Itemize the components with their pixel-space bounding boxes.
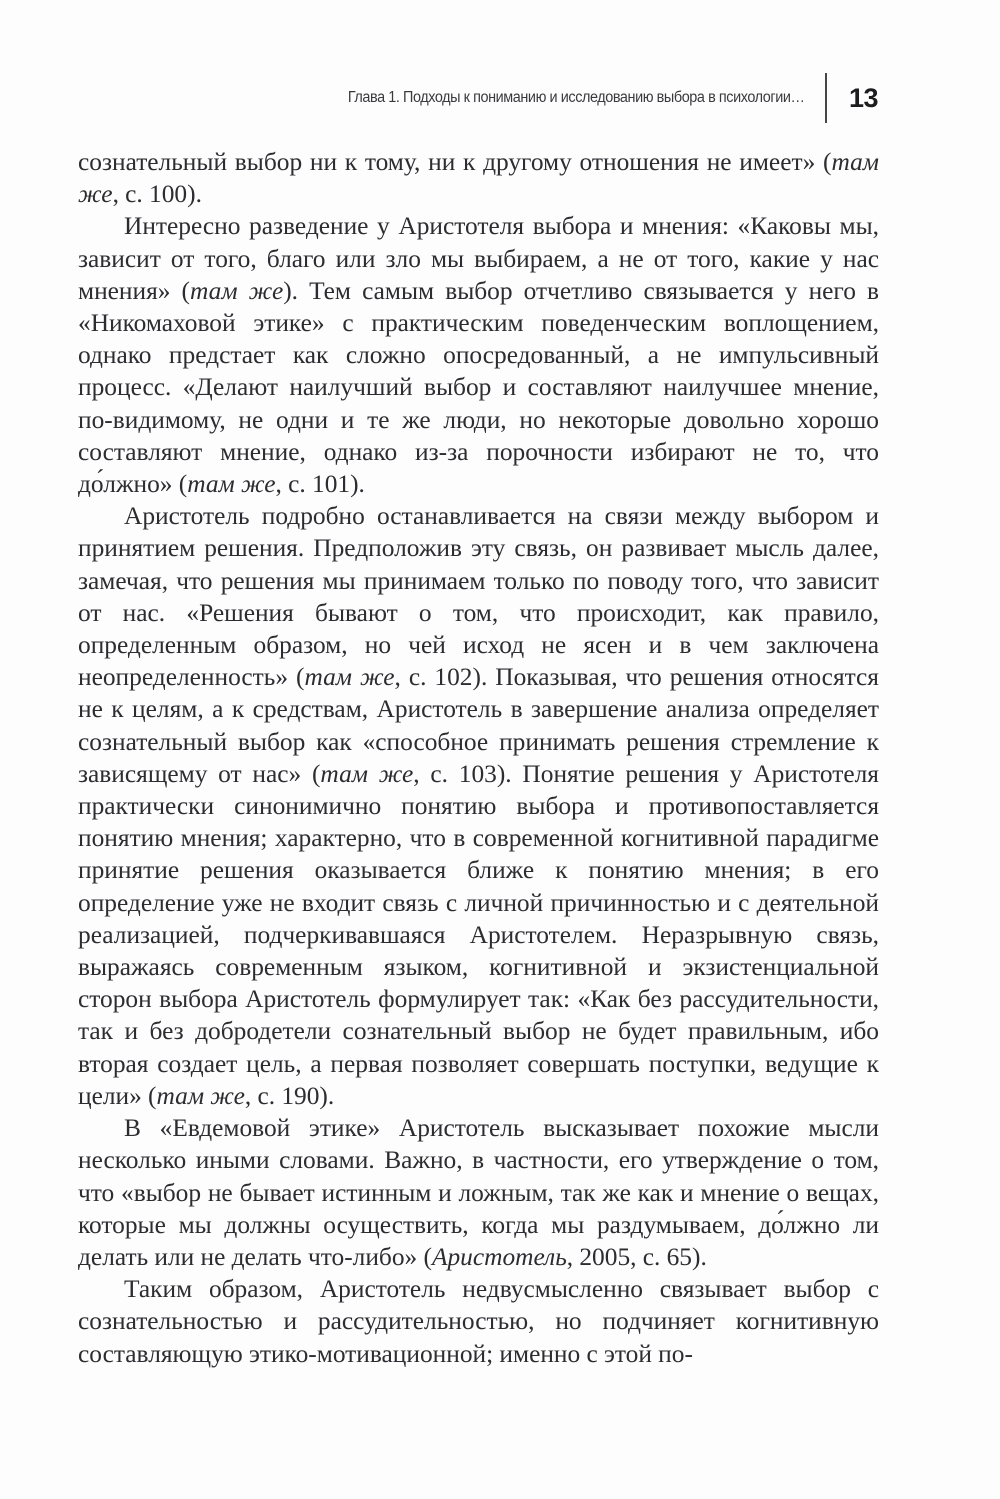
- paragraph: [78, 1112, 879, 1273]
- citation-reference: там же: [190, 276, 284, 305]
- text-run: сознательный выбор ни к тому, ни к другому отношения не имеет» (: [78, 148, 832, 176]
- text-run: Аристотель подробно останавливается на связи между выбором и принятием решения. Предположив эту связь, он развивает мысль далее, замечая, что решения мы принимаем только по поводу того, что зависит от нас. «Решения бывают о том, что происходит, как правило, определенным образом, но чей исход не ясен и в чем заключена неопределенность» (: [78, 502, 879, 692]
- text-run: , с. 102). Показывая, что решения относятся не к целям, а к средствам, Аристотель в завершение анализа определяет сознательный выбор как «способное принимать решения стремление к зависящему от нас» (: [78, 663, 879, 788]
- paragraph: [78, 210, 879, 500]
- text-run: ). Тем самым выбор отчетливо связывается у него в «Никомаховой этике» с практическим поведенческим воплощением, однако предстает как сложно опосредованный, а не импульсивный процесс. «Делают наилучший выбор и составляют наилучшее мнение, по-видимому, не одни и те же люди, но некоторые довольно хорошо составляют мнение, однако из-за порочности избирают не то, что до́лжно» (: [78, 276, 879, 499]
- page-number: 13: [848, 82, 878, 113]
- text-run: , с. 101).: [275, 470, 365, 499]
- running-header: [78, 72, 878, 124]
- paragraph: [78, 146, 879, 210]
- citation-reference: там же: [156, 1081, 245, 1110]
- text-run: Таким образом, Аристотель недвусмысленно связывает выбор с сознательностью и рассудительностью, но подчиняет когнитивную составляющую этико-мотивационной; именно с этой по-: [78, 1275, 879, 1368]
- text-run: , с. 100).: [112, 180, 202, 209]
- text-run: Интересно разведение у Аристотеля выбора и мнения: «Каковы мы, зависит от того, благо или зло мы выбираем, а не от того, какие у нас мнения» (: [78, 212, 879, 305]
- chapter-title: Глава 1. Подходы к пониманию и исследованию выбора в психологии…: [347, 89, 805, 106]
- text-run: , с. 190).: [244, 1081, 335, 1110]
- text-run: , с. 103). Понятие решения у Аристотеля практически синонимично понятию выбора и противопоставляется понятию мнения; характерно, что в современной когнитивной парадигме принятие решения оказывается ближе к понятию мнения; в его определение уже не входит связь с личной причинностью и с деятельной реализацией, подчеркивавшаяся Аристотелем. Неразрывную связь, выражаясь современным языком, когнитивной и экзистенциальной сторон выбора Аристотель формулирует так: «Как без рассудительности, так и без добродетели сознательный выбор не будет правильным, ибо вторая создает цель, а первая позволяет совершать поступки, ведущие к цели» (: [78, 759, 879, 1110]
- text-run: , 2005, с. 65).: [566, 1242, 707, 1271]
- paragraph: [78, 500, 879, 1112]
- citation-reference: там же: [78, 148, 879, 209]
- body-text-block: [78, 146, 879, 1370]
- text-run: В «Евдемовой этике» Аристотель высказывает похожие мысли несколько иными словами. Важно, в частности, его утверждение о том, что «выбор не бывает истинным и ложным, так же как и мнение о вещах, которые мы должны осуществить, когда мы раздумываем, до́лжно ли делать или не делать что-либо» (: [78, 1114, 879, 1271]
- citation-reference: там же: [320, 759, 414, 788]
- citation-reference: Аристотель: [431, 1242, 567, 1271]
- citation-reference: там же: [187, 470, 276, 499]
- paragraph: [78, 1273, 879, 1370]
- citation-reference: там же: [304, 663, 395, 692]
